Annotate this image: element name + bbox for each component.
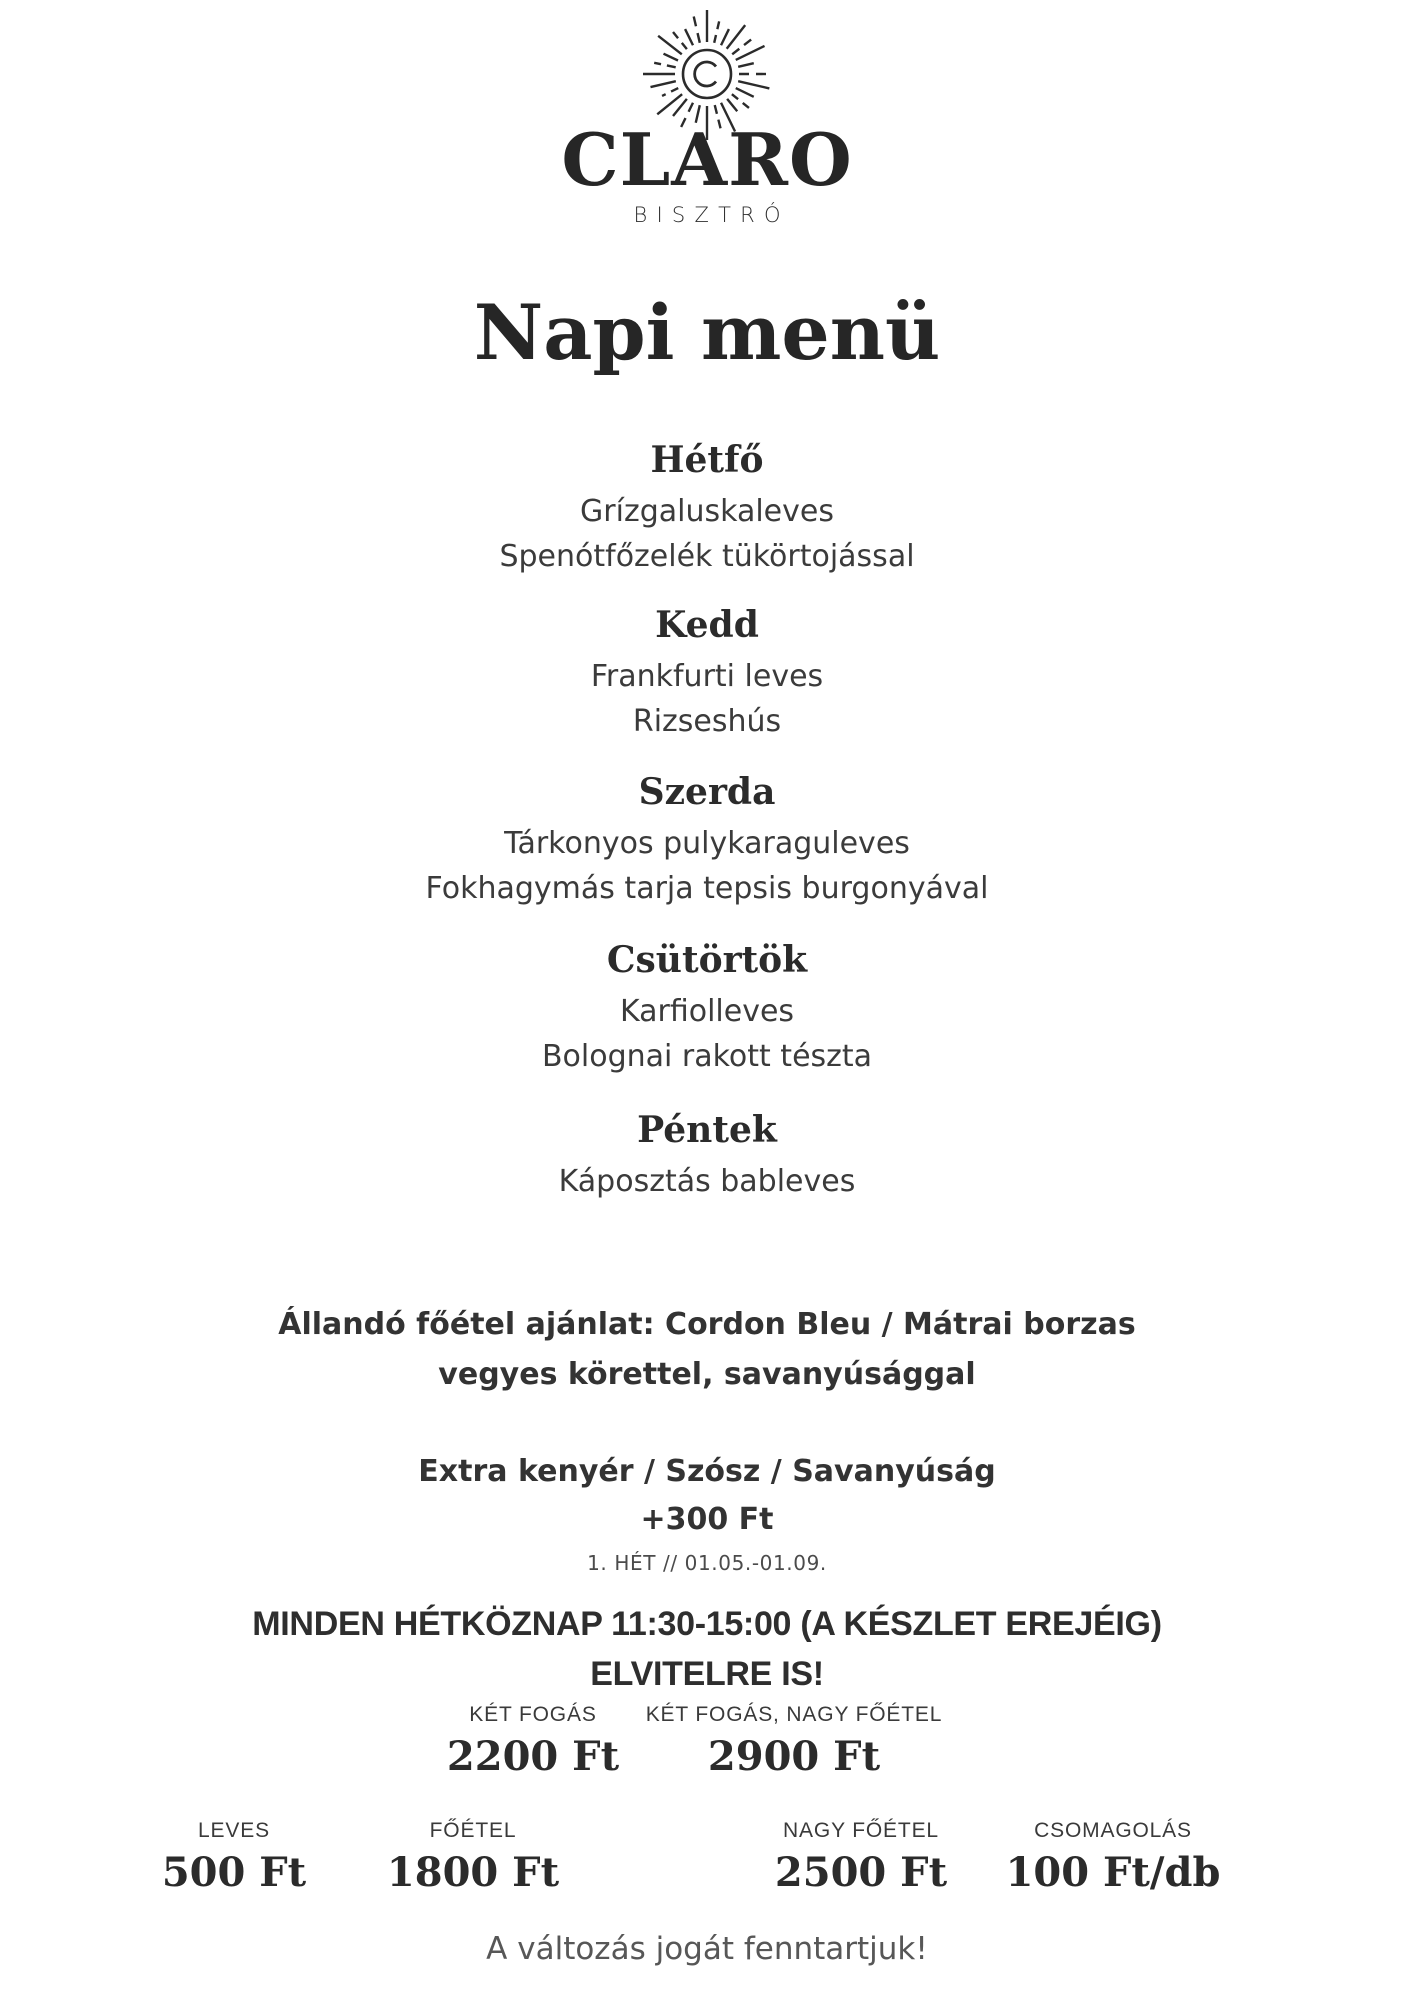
day-name: Hétfő	[650, 439, 764, 481]
logo-name: CLARO	[561, 117, 853, 202]
price-main	[387, 1818, 559, 1895]
price-value: 1800 Ft	[386, 1849, 560, 1896]
price-large-main	[775, 1818, 947, 1895]
price-soup	[162, 1818, 306, 1895]
extras-line: Extra kenyér / Szósz / Savanyúság	[418, 1454, 996, 1489]
price-label: CSOMAGOLÁS	[1034, 1819, 1192, 1842]
price-packaging	[1006, 1818, 1221, 1895]
standing-offer	[0, 1300, 1414, 1400]
price-label: KÉT FOGÁS	[469, 1703, 597, 1726]
day-name: Kedd	[655, 604, 759, 646]
day-section-wednesday	[0, 768, 1414, 911]
price-row-singles	[0, 1818, 1414, 1913]
standing-offer-line1	[0, 1300, 1414, 1350]
price-two-course-large	[646, 1702, 943, 1779]
footer-note: A változás jogát fenntartjuk!	[486, 1931, 928, 1967]
day-name: Szerda	[638, 771, 776, 813]
opening-line2: ELVITELRE IS!	[590, 1655, 824, 1693]
opening-line1: MINDEN HÉTKÖZNAP 11:30-15:00 (A KÉSZLET EREJÉIG)	[252, 1605, 1162, 1643]
price-value: 2900 Ft	[707, 1733, 881, 1780]
day-section-thursday	[0, 936, 1414, 1079]
dish: Tárkonyos pulykaraguleves	[504, 826, 910, 861]
dish: Bolognai rakott tészta	[541, 1039, 873, 1074]
price-two-course	[447, 1702, 619, 1779]
price-value: 2200 Ft	[446, 1733, 620, 1780]
standing-offer-line2: vegyes körettel, savanyúsággal	[438, 1357, 976, 1392]
price-row-combos	[0, 1702, 1414, 1797]
standing-offer-lead: Állandó főétel ajánlat:	[278, 1307, 655, 1342]
day-section-tuesday	[0, 601, 1414, 744]
day-name: Csütörtök	[606, 939, 808, 981]
day-section-monday	[0, 436, 1414, 579]
price-label: KÉT FOGÁS, NAGY FŐÉTEL	[645, 1703, 943, 1726]
price-value: 2500 Ft	[774, 1849, 948, 1896]
price-label: FŐÉTEL	[429, 1819, 517, 1842]
dish: Frankfurti leves	[590, 659, 824, 694]
price-label: NAGY FŐÉTEL	[783, 1819, 939, 1842]
extras-price: +300 Ft	[640, 1502, 774, 1537]
dish: Káposztás bableves	[558, 1164, 856, 1199]
day-section-friday	[0, 1106, 1414, 1204]
standing-offer-rest: Cordon Bleu / Mátrai borzas	[654, 1307, 1136, 1342]
price-label: LEVES	[198, 1819, 270, 1842]
logo-subtitle: BISZTRÓ	[633, 203, 790, 227]
week-note: 1. HÉT // 01.05.-01.09.	[587, 1551, 827, 1575]
price-value: 100 Ft/db	[1005, 1849, 1221, 1896]
sun-circle	[683, 50, 731, 98]
dish: Grízgaluskaleves	[580, 494, 834, 529]
price-value: 500 Ft	[161, 1849, 307, 1896]
dish: Rizseshús	[632, 704, 782, 739]
opening-hours	[0, 1599, 1414, 1699]
day-name: Péntek	[637, 1109, 777, 1151]
dish: Karfiolleves	[619, 994, 795, 1029]
page-title: Napi menü	[473, 288, 941, 377]
dish: Fokhagymás tarja tepsis burgonyával	[425, 871, 989, 906]
dish: Spenótfőzelék tükörtojással	[499, 539, 915, 574]
extras	[0, 1448, 1414, 1544]
